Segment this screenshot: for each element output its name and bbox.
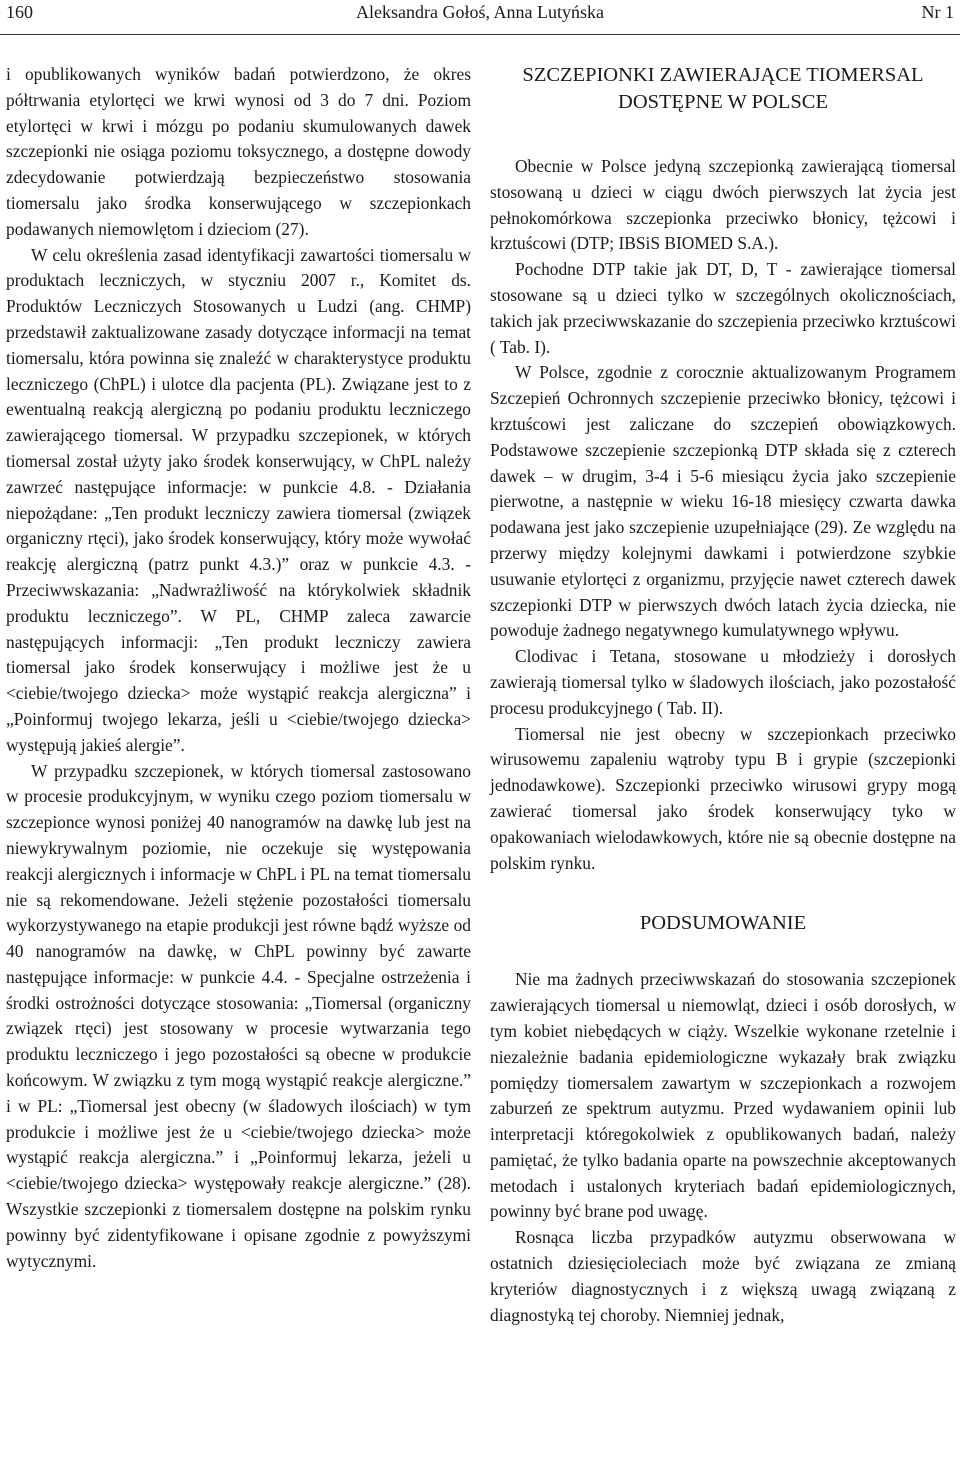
right-column — [490, 62, 956, 1328]
body-paragraph: Rosnąca liczba przypadków autyzmu obserwowana w ostatnich dziesięcioleciach może być związana ze zmianą kryteriów diagnostycznych i z większą uwagą związaną z diagnostyką tej choroby. Niemniej jednak, — [490, 1227, 956, 1325]
header-rule — [0, 34, 960, 35]
body-paragraph: Obecnie w Polsce jedyną szczepionką zawierającą tiomersal stosowaną u dzieci w ciągu dwóch pierwszych lat życia jest pełnokomórkowa szczepionka przeciwko błonicy, tężcowi i krztuścowi (DTP; IBSiS BIOMED S.A.). — [490, 156, 956, 254]
body-paragraph: W celu określenia zasad identyfikacji zawartości tiomersalu w produktach leczniczych, w styczniu 2007 r., Komitet ds. Produktów Leczniczych Stosowanych u Ludzi (ang. CHMP) przedstawił zaktualizowane zasady dotyczące informacji na temat tiomersalu, która powinna się znaleźć w charakterystyce produktu leczniczego (ChPL) i ulotce dla pacjenta (PL). Związane jest to z ewentualną reakcją alergiczną po podaniu produktu leczniczego zawierającego tiomersal. W przypadku szczepionek, w których tiomersal został użyty jako środek konserwujący, w ChPL należy zawrzeć następujące informacje: w punkcie 4.8. - Działania niepożądane: „Ten produkt leczniczy zawiera tiomersal (związek organiczny rtęci), jako środek konserwujący, który może wywołać reakcję alergiczną (patrz punkt 4.3.)” oraz w punkcie 4.3. - Przeciwwskazania: „Nadwrażliwość na którykolwiek składnik produktu leczniczego”. W PL, CHMP zaleca zawarcie następujących informacji: „Ten produkt leczniczy zawiera tiomersal jako środek konserwujący i możliwe jest że u <ciebie/twojego dziecka> może wystąpić reakcja alergiczna” i „Poinformuj twojego lekarza, jeśli u <ciebie/twojego dziecka> występują jakieś alergie”. — [6, 244, 471, 755]
page-number: 160 — [6, 2, 33, 22]
body-paragraph: Pochodne DTP takie jak DT, D, T - zawierające tiomersal stosowane są u dzieci tylko w szczególnych okolicznościach, takich jak przeciwwskazanie do szczepienia przeciwko krztuścowi ( Tab. I). — [490, 259, 956, 357]
body-paragraph: W przypadku szczepionek, w których tiomersal zastosowano w procesie produkcyjnym, w wyniku czego poziom tiomersalu w szczepionce wynosi poniżej 40 nanogramów na dawkę lub jest na niewykrywalnym poziomie, nie oczekuje się występowania reakcji alergicznych i informacje w ChPL i PL na temat tiomersalu nie są rekomendowane. Jeżeli stężenie pozostałości tiomersalu wykorzystywanego na etapie produkcji jest równe bądź wyższe od 40 nanogramów na dawkę, w ChPL powinny być zawarte następujące informacje: w punkcie 4.4. - Specjalne ostrzeżenia i środki ostrożności dotyczące stosowania: „Tiomersal (organiczny związek rtęci) jest stosowany w procesie wytwarzania tego produktu leczniczego i jego pozostałości są obecne w produkcie końcowym. W związku z tym mogą wystąpić reakcje alergiczne.” i w PL: „Tiomersal jest obecny (w śladowych ilościach) w tym produkcie i możliwe jest że u <ciebie/twojego dziecka> może wystąpić reakcja alergiczna.” i „Poinformuj lekarza, jeżeli u <ciebie/twojego dziecka> występowały reakcje alergiczne.” (28). Wszystkie szczepionki z tiomersalem dostępne na polskim rynku powinny być zidentyfikowane i opisane zgodnie z powyższymi wytycznymi. — [6, 760, 471, 1271]
running-authors: Aleksandra Gołoś, Anna Lutyńska — [356, 2, 604, 22]
issue-number: Nr 1 — [921, 2, 954, 22]
running-header — [0, 0, 960, 36]
body-paragraph: Nie ma żadnych przeciwwskazań do stosowania szczepionek zawierających tiomersal u niemowląt, dzieci i osób dorosłych, w tym kobiet niebędących w ciąży. Wszelkie wykonane rzetelnie i niezależnie badania epidemiologiczne wykazały brak związku pomiędzy tiomersalem zawartym w szczepionkach a rozwojem zaburzeń ze spektrum autyzmu. Przed wydawaniem opinii lub interpretacji któregokolwiek z opublikowanych badań, należy pamiętać, że tylko badania oparte na powszechnie akceptowanych metodach i ustalonych kryteriach badań epidemiologicznych, powinny być brane pod uwagę. — [490, 969, 956, 1222]
left-column — [6, 62, 471, 1274]
body-paragraph: W Polsce, zgodnie z corocznie aktualizowanym Programem Szczepień Ochronnych szczepienie przeciwko błonicy, tężcowi i krztuścowi jest zaliczane do szczepień obowiązkowych. Podstawowe szczepienie szczepionką DTP składa się z czterech dawek – w drugim, 3-4 i 5-6 miesiącu życia jako szczepienie pierwotne, a następnie w wieku 16-18 miesięcy czwarta dawka podawana jest jako szczepienie uzupełniające (29). Ze względu na przerwy między kolejnymi dawkami i potwierdzone szybkie usuwanie etylortęci z organizmu, przyjęcie nawet czterech dawek szczepionki DTP w pierwszych dwóch latach życia dziecka, nie powoduje żadnego negatywnego kumulatywnego wpływu. — [490, 362, 956, 641]
section-heading-summary: PODSUMOWANIE — [639, 912, 807, 935]
body-paragraph: Tiomersal nie jest obecny w szczepionkach przeciwko wirusowemu zapaleniu wątroby typu B i grypie (szczepionki jednodawkowe). Szczepionki przeciwko wirusowi grypy mogą zawierać tiomersal jako środek konserwujący tyko w opakowaniach wielodawkowych, które nie są obecnie dostępne na polskim rynku. — [490, 723, 956, 873]
body-paragraph: i opublikowanych wyników badań potwierdzono, że okres półtrwania etylortęci we krwi wynosi od 3 do 7 dni. Poziom etylortęci w krwi i mózgu po podaniu skumulowanych dawek szczepionki nie osiąga poziomu toksycznego, a dostępne dowody zdecydowanie potwierdzają bezpieczeństwo stosowania tiomersalu jako środka konserwującego w szczepionkach podawanych niemowlętom i dzieciom (27). — [6, 64, 471, 239]
section-heading — [490, 62, 956, 116]
body-paragraph: Clodivac i Tetana, stosowane u młodzieży i dorosłych zawierają tiomersal tylko w śladowych ilościach, jako pozostałość procesu produkcyjnego ( Tab. II). — [490, 646, 956, 718]
section-heading-line: SZCZEPIONKI ZAWIERAJĄCE TIOMERSAL — [522, 64, 924, 86]
section-heading-line: DOSTĘPNE W POLSCE — [618, 91, 828, 113]
